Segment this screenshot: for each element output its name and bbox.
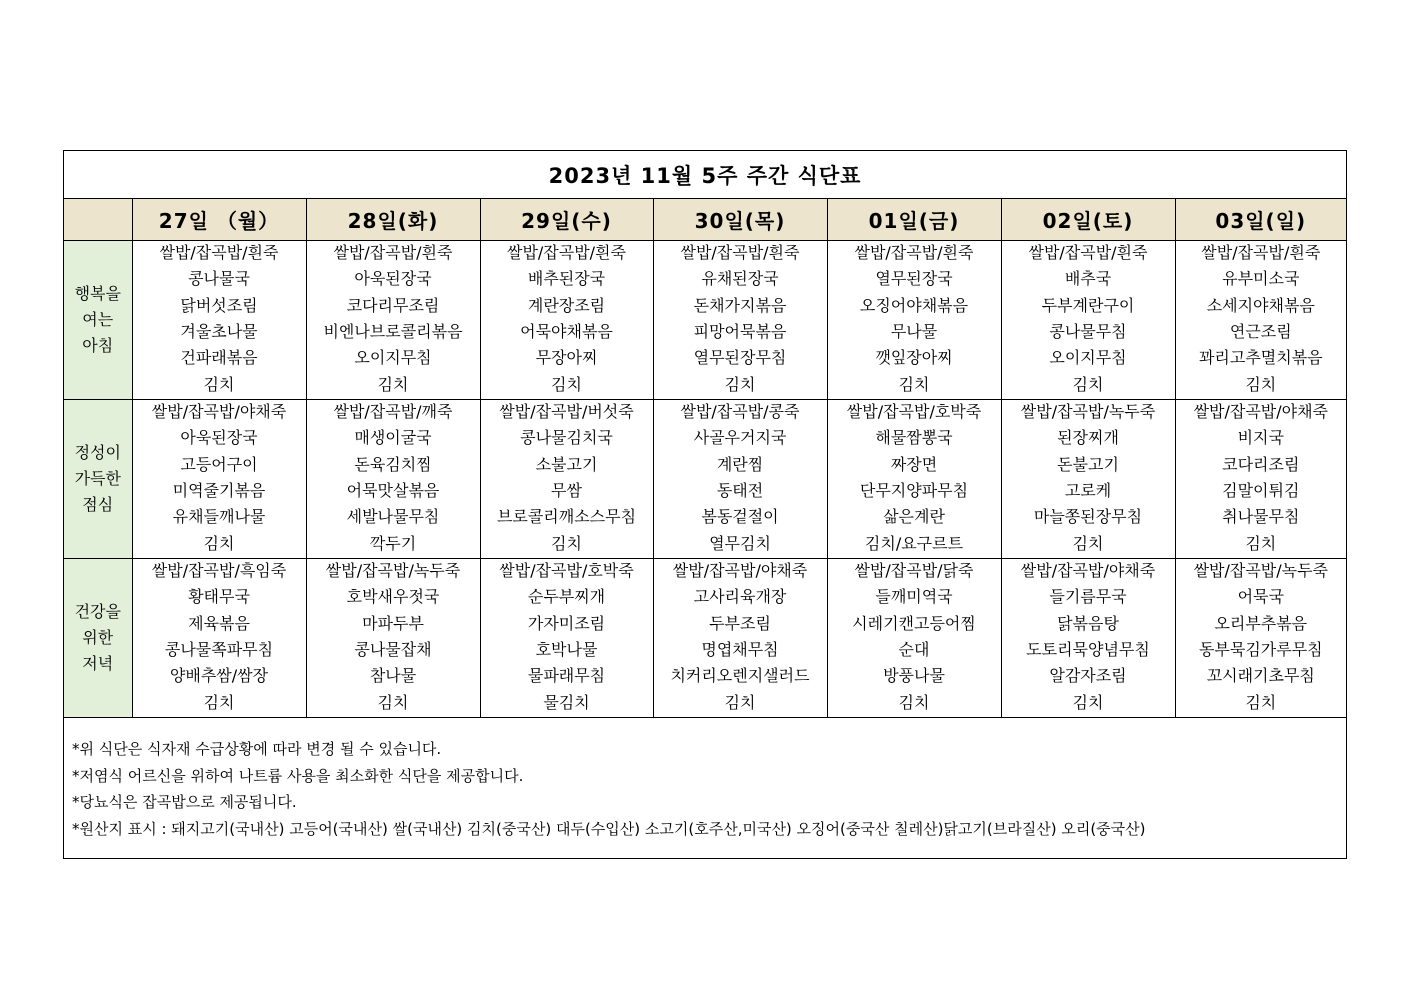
meal-label-line: 여는 (82, 310, 114, 329)
dish-item: 돈육김치찜 (354, 454, 432, 474)
dish-list (481, 558, 653, 716)
menu-cell (1001, 400, 1175, 559)
dish-list (654, 558, 827, 716)
dish-item: 쌀밥/잡곡밥/흰죽 (854, 242, 974, 262)
menu-cell (653, 559, 827, 718)
menu-title: 2023년 11월 5주 주간 식단표 (64, 151, 1346, 199)
dish-item: 치커리오렌지샐러드 (670, 666, 810, 686)
dish-item: 마늘쫑된장무침 (1033, 507, 1143, 527)
dish-item: 돈불고기 (1057, 454, 1119, 474)
dish-item: 닭볶음탕 (1057, 613, 1119, 633)
dish-item: 미역줄기볶음 (172, 481, 266, 500)
dish-item: 깍두기 (369, 533, 417, 553)
dish-item: 세발나물무침 (346, 507, 440, 527)
day-header: 01일(금) (827, 199, 1001, 241)
dish-item: 건파래볶음 (180, 348, 258, 368)
dish-item: 쌀밥/잡곡밥/흑임죽 (151, 560, 287, 580)
dish-item: 김치 (203, 533, 235, 553)
dish-item: 김치 (724, 692, 756, 712)
menu-cell (653, 400, 827, 559)
dish-list (307, 399, 480, 557)
dish-item: 방풍나물 (883, 666, 945, 686)
dish-list (481, 399, 653, 557)
dish-item: 쌀밥/잡곡밥/흰죽 (333, 242, 453, 262)
dish-item: 쌀밥/잡곡밥/콩죽 (680, 401, 800, 421)
day-header: 27일 （월） (132, 199, 306, 241)
dish-item: 오징어야채볶음 (859, 295, 969, 315)
dish-list (133, 558, 306, 716)
menu-cell (827, 400, 1001, 559)
dish-item: 김치 (898, 374, 930, 394)
dish-item: 들기름무국 (1049, 587, 1127, 607)
dish-item: 취나물무침 (1222, 507, 1300, 527)
dish-item: 김치 (203, 374, 235, 394)
dish-item: 물파래무침 (527, 666, 606, 686)
dish-item: 배추된장국 (527, 269, 606, 289)
dish-item: 어묵야채볶음 (520, 322, 613, 341)
dish-list (1176, 558, 1347, 716)
meal-label-line: 저녁 (82, 654, 114, 673)
dish-item: 콩나물무침 (1049, 322, 1127, 341)
meal-label (64, 400, 132, 559)
corner-cell (64, 199, 132, 241)
meal-label-line: 점심 (82, 495, 114, 514)
dish-item: 마파두부 (362, 613, 424, 633)
dish-item: 유채된장국 (701, 269, 779, 289)
dish-item: 쌀밥/잡곡밥/흰죽 (1028, 242, 1148, 262)
menu-cell (1175, 559, 1346, 718)
dish-item: 어묵국 (1237, 587, 1284, 607)
meal-label-line: 행복을 (74, 284, 121, 303)
dish-item: 물김치 (543, 692, 590, 712)
dish-item: 무나물 (890, 322, 938, 341)
weekly-menu (63, 150, 1347, 859)
day-header: 30일(목) (653, 199, 827, 241)
note: *원산지 표시 : 돼지고기(국내산) 고등어(국내산) 쌀(국내산) 김치(중국산) 대두(수입산) 소고기(호주산,미국산) 오징어(중국산 칠레산)닭고기(브라질산) 오리(중국산) (72, 820, 1146, 839)
dish-list (1176, 240, 1347, 398)
dish-item: 무장아찌 (535, 348, 598, 368)
menu-cell (653, 241, 827, 400)
dish-item: 연근조림 (1229, 322, 1292, 341)
dish-list (654, 240, 827, 398)
day-header: 03일(일) (1175, 199, 1346, 241)
dish-item: 도토리묵양념무침 (1026, 640, 1150, 659)
dish-item: 열무된장국 (875, 269, 953, 289)
dish-item: 꼬시래기초무침 (1206, 666, 1315, 686)
dish-item: 소세지야채볶음 (1206, 295, 1315, 315)
dish-item: 김치 (377, 692, 409, 712)
menu-cell (132, 241, 306, 400)
dish-item: 무쌈 (551, 481, 582, 500)
day-header: 28일(화) (306, 199, 480, 241)
dish-item: 김치 (551, 533, 582, 553)
dish-item: 매생이굴국 (354, 428, 432, 448)
dish-item: 황태무국 (188, 587, 250, 607)
dish-item: 사골우거지국 (693, 428, 787, 448)
dish-item: 콩나물잡채 (354, 640, 432, 659)
meal-label-line: 건강을 (74, 602, 121, 621)
dish-item: 어묵맛살볶음 (346, 481, 440, 500)
dish-item: 쌀밥/잡곡밥/야채죽 (1020, 560, 1156, 580)
dish-item: 김치 (551, 374, 582, 394)
dish-list (654, 399, 827, 557)
dish-item: 김치 (1245, 374, 1277, 394)
dish-item: 김말이튀김 (1222, 481, 1300, 500)
dish-item: 두부계란구이 (1041, 295, 1135, 315)
notes-section (64, 718, 1346, 857)
note: *저염식 어르신을 위하여 나트륨 사용을 최소화한 식단을 제공합니다. (72, 766, 524, 785)
menu-cell (480, 400, 653, 559)
meal-label-line: 위한 (82, 628, 114, 647)
meal-label-line: 정성이 (74, 443, 121, 462)
dish-list (828, 399, 1001, 557)
dish-item: 쌀밥/잡곡밥/흰죽 (159, 242, 279, 262)
dish-item: 오리부추볶음 (1214, 613, 1308, 633)
dish-list (307, 558, 480, 716)
dish-item: 호박새우젓국 (346, 587, 440, 607)
note: *위 식단은 식자재 수급상황에 따라 변경 될 수 있습니다. (72, 740, 442, 758)
dish-item: 순대 (898, 640, 930, 659)
menu-cell (480, 559, 653, 718)
dish-item: 계란장조림 (527, 295, 606, 315)
notes-list (64, 718, 1346, 843)
dish-item: 비지국 (1237, 428, 1284, 448)
dish-item: 김치 (1245, 692, 1277, 712)
dish-item: 쌀밥/잡곡밥/야채죽 (672, 560, 808, 580)
menu-table (64, 151, 1346, 856)
dish-item: 열무된장무침 (693, 348, 787, 368)
dish-item: 쌀밥/잡곡밥/야채죽 (151, 401, 287, 421)
dish-item: 소불고기 (535, 454, 598, 474)
dish-item: 고등어구이 (180, 454, 258, 474)
dish-item: 쌀밥/잡곡밥/녹두죽 (1193, 560, 1328, 580)
dish-item: 김치 (1072, 692, 1104, 712)
note: *당뇨식은 잡곡밥으로 제공됩니다. (72, 793, 297, 812)
dish-item: 피망어묵볶음 (693, 322, 787, 341)
dish-item: 돈채가지볶음 (693, 295, 787, 315)
dish-item: 쌀밥/잡곡밥/흰죽 (680, 242, 800, 262)
dish-item: 김치 (377, 374, 409, 394)
dish-item: 김치 (1072, 374, 1104, 394)
dish-item: 고로케 (1064, 481, 1112, 500)
dish-item: 쌀밥/잡곡밥/호박죽 (846, 401, 982, 421)
dish-item: 단무지양파무침 (859, 481, 969, 500)
dish-item: 깻잎장아찌 (875, 348, 953, 368)
dish-item: 유채들깨나물 (172, 507, 266, 527)
dish-item: 아욱된장국 (180, 428, 258, 448)
dish-item: 쌀밥/잡곡밥/호박죽 (499, 560, 634, 580)
dish-item: 짜장면 (890, 454, 938, 474)
meal-label-line: 가득한 (74, 469, 121, 488)
dish-item: 콩나물쪽파무침 (164, 640, 274, 659)
dish-item: 김치 (1072, 533, 1104, 553)
menu-cell (827, 559, 1001, 718)
menu-cell (1001, 241, 1175, 400)
meal-label (64, 241, 132, 400)
dish-list (1002, 399, 1175, 557)
dish-item: 코다리조림 (1222, 454, 1300, 474)
dish-item: 들깨미역국 (875, 587, 953, 607)
dish-item: 해물짬뽕국 (875, 428, 953, 448)
dish-item: 콩나물김치국 (520, 428, 613, 448)
meal-row (64, 559, 1346, 718)
dish-item: 동부묵김가루무침 (1198, 640, 1323, 659)
dish-item: 쌀밥/잡곡밥/야채죽 (1193, 401, 1328, 421)
dish-item: 계란찜 (716, 454, 764, 474)
dish-list (1002, 240, 1175, 398)
dish-item: 브로콜리깨소스무침 (496, 507, 637, 527)
dish-item: 명엽채무침 (701, 640, 779, 659)
dish-item: 쌀밥/잡곡밥/닭죽 (854, 560, 974, 580)
dish-item: 배추국 (1064, 269, 1112, 289)
day-header: 29일(수) (480, 199, 653, 241)
dish-item: 쌀밥/잡곡밥/녹두죽 (1020, 401, 1156, 421)
dish-item: 쌀밥/잡곡밥/버섯죽 (499, 401, 634, 421)
dish-item: 쌀밥/잡곡밥/흰죽 (1201, 242, 1321, 262)
meal-row (64, 241, 1346, 400)
dish-item: 두부조림 (709, 613, 771, 633)
dish-item: 봄동겉절이 (701, 507, 779, 527)
dish-list (828, 558, 1001, 716)
dish-item: 김치/요구르트 (864, 533, 964, 553)
dish-item: 코다리무조림 (346, 295, 440, 315)
dish-item: 김치 (724, 374, 756, 394)
dish-list (133, 399, 306, 557)
dish-item: 오이지무침 (354, 348, 432, 368)
dish-item: 김치 (898, 692, 930, 712)
dish-item: 김치 (1245, 533, 1277, 553)
dish-item: 열무김치 (709, 533, 771, 553)
dish-item: 쌀밥/잡곡밥/녹두죽 (325, 560, 461, 580)
dish-item: 닭버섯조림 (180, 295, 258, 315)
dish-item: 아욱된장국 (354, 269, 432, 289)
menu-cell (306, 559, 480, 718)
menu-cell (306, 400, 480, 559)
menu-cell (132, 559, 306, 718)
dish-item: 된장찌개 (1057, 428, 1119, 448)
dish-item: 쌀밥/잡곡밥/흰죽 (507, 242, 626, 262)
menu-cell (827, 241, 1001, 400)
dish-item: 유부미소국 (1222, 269, 1300, 289)
meal-row (64, 400, 1346, 559)
dish-item: 고사리육개장 (693, 587, 787, 607)
dish-item: 참나물 (369, 666, 417, 686)
meal-label-line: 아침 (82, 336, 114, 355)
dish-item: 동태전 (716, 481, 764, 500)
menu-cell (1175, 400, 1346, 559)
dish-list (307, 240, 480, 398)
dish-item: 겨울초나물 (180, 322, 258, 341)
dish-item: 제육볶음 (188, 613, 250, 633)
dish-item: 꽈리고추멸치볶음 (1198, 348, 1323, 368)
meal-label (64, 559, 132, 718)
menu-cell (1001, 559, 1175, 718)
menu-cell (480, 241, 653, 400)
dish-item: 시레기캔고등어찜 (852, 613, 976, 633)
dish-item: 오이지무침 (1049, 348, 1127, 368)
dish-item: 가자미조림 (527, 613, 606, 633)
menu-cell (306, 241, 480, 400)
day-header-row (64, 199, 1346, 241)
dish-item: 비엔나브로콜리볶음 (323, 322, 463, 341)
menu-cell (132, 400, 306, 559)
dish-list (1176, 399, 1347, 557)
dish-item: 콩나물국 (188, 269, 250, 289)
dish-item: 알감자조림 (1049, 666, 1127, 686)
dish-list (481, 240, 653, 398)
dish-item: 양배추쌈/쌈장 (169, 666, 269, 686)
day-header: 02일(토) (1001, 199, 1175, 241)
dish-item: 김치 (203, 692, 235, 712)
dish-item: 호박나물 (535, 640, 598, 659)
dish-list (133, 240, 306, 398)
dish-item: 삶은계란 (883, 507, 945, 527)
dish-list (1002, 558, 1175, 716)
dish-item: 쌀밥/잡곡밥/깨죽 (333, 401, 453, 421)
dish-list (828, 240, 1001, 398)
dish-item: 순두부찌개 (527, 587, 606, 607)
menu-cell (1175, 241, 1346, 400)
